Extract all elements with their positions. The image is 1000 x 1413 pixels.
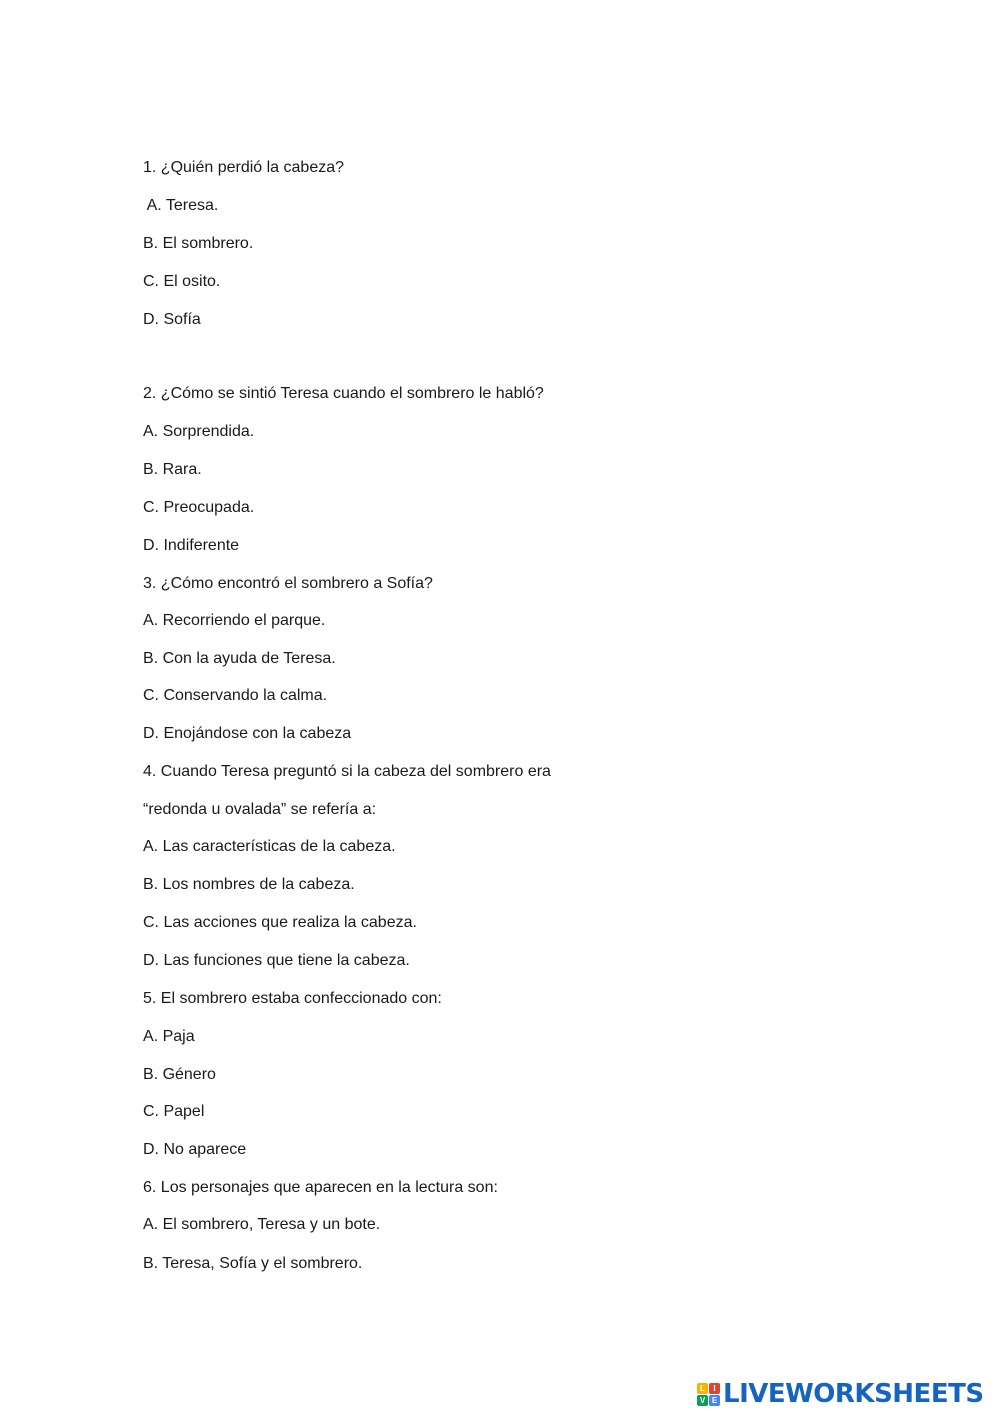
option-2a: A. Sorprendida. (143, 423, 255, 440)
option-5a: A. Paja (143, 1028, 195, 1045)
question-3: 3. ¿Cómo encontró el sombrero a Sofía? (143, 575, 433, 592)
logo-text: LIVEWORKSHEETS (723, 1379, 984, 1409)
option-1c: C. El osito. (143, 273, 221, 290)
option-5c: C. Papel (143, 1103, 205, 1120)
option-6a: A. El sombrero, Teresa y un bote. (143, 1216, 381, 1233)
option-1a: A. Teresa. (143, 197, 219, 214)
option-4b: B. Los nombres de la cabeza. (143, 876, 355, 893)
question-1: 1. ¿Quién perdió la cabeza? (143, 159, 345, 176)
option-5b: B. Género (143, 1066, 216, 1083)
option-2b: B. Rara. (143, 461, 202, 478)
option-3c: C. Conservando la calma. (143, 687, 328, 704)
option-1b: B. El sombrero. (143, 235, 254, 252)
option-4d: D. Las funciones que tiene la cabeza. (143, 952, 410, 969)
logo-mark-v: V (697, 1395, 708, 1406)
question-6: 6. Los personajes que aparecen en la lectura son: (143, 1179, 498, 1196)
option-3d: D. Enojándose con la cabeza (143, 725, 352, 742)
logo-mark-l: L (697, 1383, 708, 1394)
logo-mark-i: I (709, 1383, 720, 1394)
option-5d: D. No aparece (143, 1141, 247, 1158)
logo-mark-icon (697, 1383, 720, 1406)
logo-mark-e: E (709, 1395, 720, 1406)
option-2c: C. Preocupada. (143, 499, 255, 516)
liveworksheets-logo[interactable] (697, 1379, 984, 1409)
option-1d: D. Sofía (143, 311, 201, 328)
question-2: 2. ¿Cómo se sintió Teresa cuando el sombrero le habló? (143, 385, 544, 402)
option-3a: A. Recorriendo el parque. (143, 612, 326, 629)
question-4-cont: “redonda u ovalada” se refería a: (143, 801, 377, 818)
question-5: 5. El sombrero estaba confeccionado con: (143, 990, 442, 1007)
option-6b: B. Teresa, Sofía y el sombrero. (143, 1255, 363, 1272)
option-4c: C. Las acciones que realiza la cabeza. (143, 914, 417, 931)
option-4a: A. Las características de la cabeza. (143, 838, 396, 855)
question-4: 4. Cuando Teresa preguntó si la cabeza del sombrero era (143, 763, 551, 780)
option-2d: D. Indiferente (143, 537, 240, 554)
option-3b: B. Con la ayuda de Teresa. (143, 650, 336, 667)
